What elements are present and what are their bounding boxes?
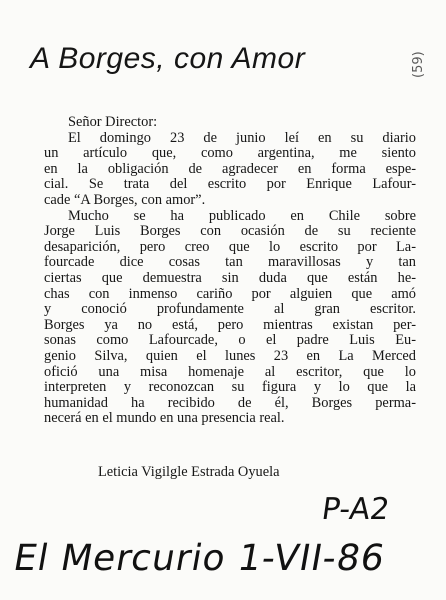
body-line: chas con inmenso cariño por alguien que amó bbox=[44, 285, 416, 302]
body-line: Jorge Luis Borges con ocasión de su reciente bbox=[44, 223, 416, 240]
body-line: cade “A Borges, con amor”. bbox=[44, 191, 206, 208]
body-line: un artículo que, como argentina, me siento bbox=[44, 145, 416, 162]
body-line: ciertas que demuestra sin duda que están he- bbox=[44, 269, 416, 286]
body-line: ofició una misa homenaje al escritor, que lo bbox=[44, 363, 416, 380]
body-line: interpreten y reconozcan su figura y lo que la bbox=[44, 379, 416, 396]
handwritten-reference: P-A2 bbox=[319, 492, 392, 527]
handwritten-source-date: El Mercurio 1-VII-86 bbox=[10, 538, 389, 579]
article-body bbox=[44, 115, 416, 427]
body-line: sonas como Lafourcade, o el padre Luis Eu- bbox=[44, 332, 416, 349]
body-line: humanidad ha recibido de él, Borges perma- bbox=[44, 394, 416, 411]
body-line: Borges ya no está, pero mientras existan per- bbox=[44, 316, 416, 333]
body-line: en la obligación de agradecer en forma espe- bbox=[44, 160, 416, 177]
body-line: y conoció profundamente al gran escritor. bbox=[44, 301, 416, 318]
article-title: A Borges, con Amor bbox=[30, 42, 306, 75]
body-line: necerá en el mundo en una presencia real. bbox=[44, 410, 285, 427]
body-line: desaparición, pero creo que lo escrito por La- bbox=[44, 238, 416, 255]
body-line: genio Silva, quien el lunes 23 en La Merced bbox=[44, 347, 416, 364]
body-line: cial. Se trata del escrito por Enrique Lafour- bbox=[44, 176, 416, 193]
salutation: Señor Director: bbox=[68, 114, 158, 130]
body-line: El domingo 23 de junio leí en su diario bbox=[68, 129, 416, 146]
signature: Leticia Vigilgle Estrada Oyuela bbox=[98, 464, 280, 480]
body-line: fourcade dice cosas tan maravillosas y tan bbox=[44, 254, 416, 271]
margin-note: (59) bbox=[411, 51, 426, 78]
body-line: Mucho se ha publicado en Chile sobre bbox=[68, 207, 416, 224]
